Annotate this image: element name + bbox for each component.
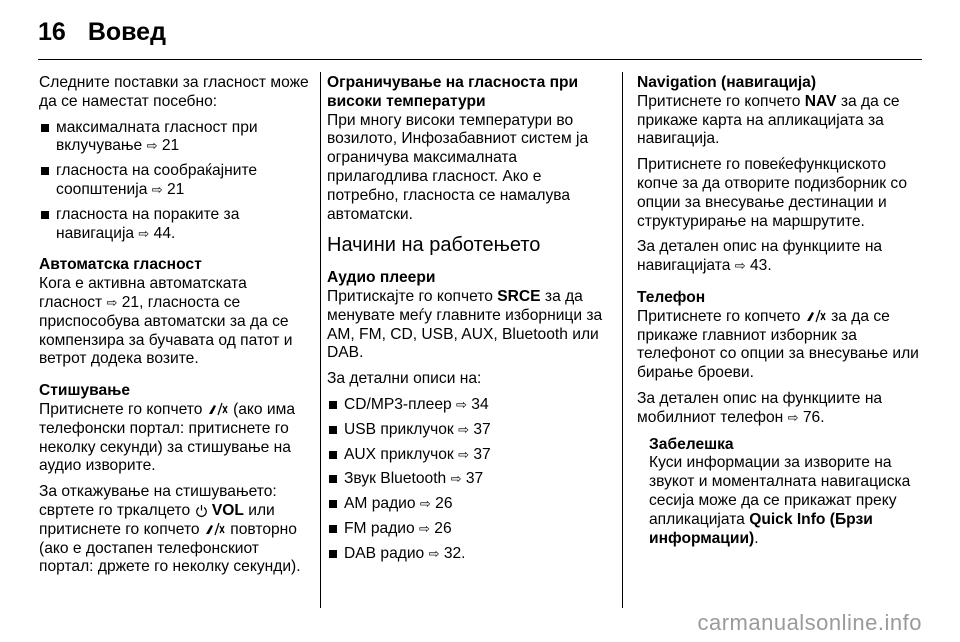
page-number: 16 bbox=[38, 18, 66, 46]
page-ref-icon: ⇨ bbox=[458, 421, 469, 437]
page-title: Вовед bbox=[87, 18, 166, 46]
note-text: Куси информации за изворите на звукот и моменталната навигациска сесија може да се прикажат преку апликацијата Quick Info (Брзи информации). bbox=[649, 454, 911, 547]
list-item: CD/MP3-плеер ⇨ 34 bbox=[327, 396, 607, 415]
list-item: AM радио ⇨ 26 bbox=[327, 495, 607, 514]
phone-mute-icon bbox=[207, 402, 229, 416]
page-ref-icon: ⇨ bbox=[734, 258, 746, 274]
list-item: USB приклучок ⇨ 37 bbox=[327, 421, 607, 440]
audio-sources-list bbox=[327, 396, 607, 564]
page-ref-icon: ⇨ bbox=[151, 181, 163, 197]
page-ref-icon: ⇨ bbox=[419, 496, 431, 512]
page-ref-icon: ⇨ bbox=[419, 520, 430, 536]
page-ref-icon: ⇨ bbox=[450, 471, 462, 487]
phone-mute-icon bbox=[204, 522, 226, 536]
page-ref-icon: ⇨ bbox=[787, 409, 799, 425]
auto-volume-text: Кога е активна автоматската гласност ⇨ 21, гласноста се приспособува автоматски за да се компензира за бучавата од патот и ветрот додека возите. bbox=[39, 275, 293, 368]
page-ref-icon: ⇨ bbox=[138, 225, 150, 241]
page-ref-icon: ⇨ bbox=[428, 545, 440, 561]
phone-heading: Телефон bbox=[637, 288, 706, 306]
page-ref-icon: ⇨ bbox=[146, 138, 158, 154]
modes-heading: Начини на работењето bbox=[327, 234, 541, 257]
srce-label: SRCE bbox=[497, 287, 541, 305]
audio-players-heading: Аудио плеери bbox=[327, 269, 436, 287]
note-box bbox=[637, 436, 927, 549]
page-header bbox=[38, 18, 166, 47]
phone-mute-icon bbox=[805, 309, 827, 323]
quick-info-label: Quick Info (Брзи информации) bbox=[649, 510, 873, 547]
detail-intro: За детални описи на: bbox=[327, 370, 482, 388]
note-heading: Забелешка bbox=[649, 435, 734, 453]
unmute-text: За откажување на стишувањето: свртете го тркалцето VOL или притиснете го копчето повторно (ако е достапен телефонскиот портал: држете го неколку секунди). bbox=[39, 483, 301, 576]
list-item: DAB радио ⇨ 32. bbox=[327, 545, 607, 564]
phone-detail: За детален опис на функциите на мобилниот телефон ⇨ 76. bbox=[637, 389, 883, 426]
navigation-heading: Navigation (навигација) bbox=[637, 74, 817, 91]
navigation-detail: За детален опис на функциите на навигацијата ⇨ 43. bbox=[637, 238, 883, 275]
audio-players-text: Притискајте го копчето SRCE за да менувате меѓу главните изборници за AM, FM, CD, USB, AUX, Bluetooth или DAB. bbox=[327, 287, 603, 362]
column-divider-2 bbox=[622, 72, 623, 608]
column-3 bbox=[637, 74, 927, 555]
navigation-text-2: Притиснете го повеќефункциското копче за да отворите подизборник со опции за внесување дестинации и структурирање на маршрутите. bbox=[637, 156, 908, 230]
column-divider-1 bbox=[320, 72, 321, 608]
column-2 bbox=[327, 74, 607, 573]
nav-label: NAV bbox=[804, 92, 837, 110]
column-1 bbox=[39, 74, 309, 584]
list-item: максималната гласност при вклучување ⇨ 21 bbox=[39, 119, 309, 157]
page-ref-icon: ⇨ bbox=[458, 446, 469, 462]
navigation-text: Притиснете го копчето NAV за да се прикаже карта на апликацијата за навигација. bbox=[637, 92, 900, 148]
page-ref-icon: ⇨ bbox=[456, 396, 467, 412]
mute-heading: Стишување bbox=[39, 382, 131, 400]
list-item: гласноста на пораките за навигација ⇨ 44. bbox=[39, 206, 309, 244]
page-ref-icon: ⇨ bbox=[106, 294, 118, 310]
volume-intro: Следните поставки за гласност може да се наместат посебно: bbox=[39, 74, 309, 110]
header-rule bbox=[38, 59, 922, 60]
vol-label: VOL bbox=[211, 501, 244, 519]
temperature-limit-text: При многу високи температури во возилото, Инфозабавниот систем ја ограничува максималната прилагодлива гласност. Ако е потребно, гласноста се намалува автоматски. bbox=[327, 111, 589, 223]
power-icon bbox=[195, 504, 208, 517]
volume-settings-list bbox=[39, 119, 309, 244]
temperature-limit-heading: Ограничување на гласноста при високи температури bbox=[327, 74, 579, 110]
auto-volume-heading: Автоматска гласност bbox=[39, 256, 202, 274]
mute-text: Притиснете го копчето (ако има телефонски портал: притиснете го неколку секунди) за стишување на аудио изворите. bbox=[39, 400, 296, 475]
list-item: AUX приклучок ⇨ 37 bbox=[327, 446, 607, 465]
watermark: carmanualsonline.info bbox=[697, 610, 922, 635]
list-item: гласноста на сообраќајните соопштенија ⇨ 21 bbox=[39, 162, 309, 200]
list-item: Звук Bluetooth ⇨ 37 bbox=[327, 470, 607, 489]
list-item: FM радио ⇨ 26 bbox=[327, 520, 607, 539]
phone-text: Притиснете го копчето за да се прикаже главниот изборник за телефонот со опции за внесување или бирање броеви. bbox=[637, 307, 919, 382]
